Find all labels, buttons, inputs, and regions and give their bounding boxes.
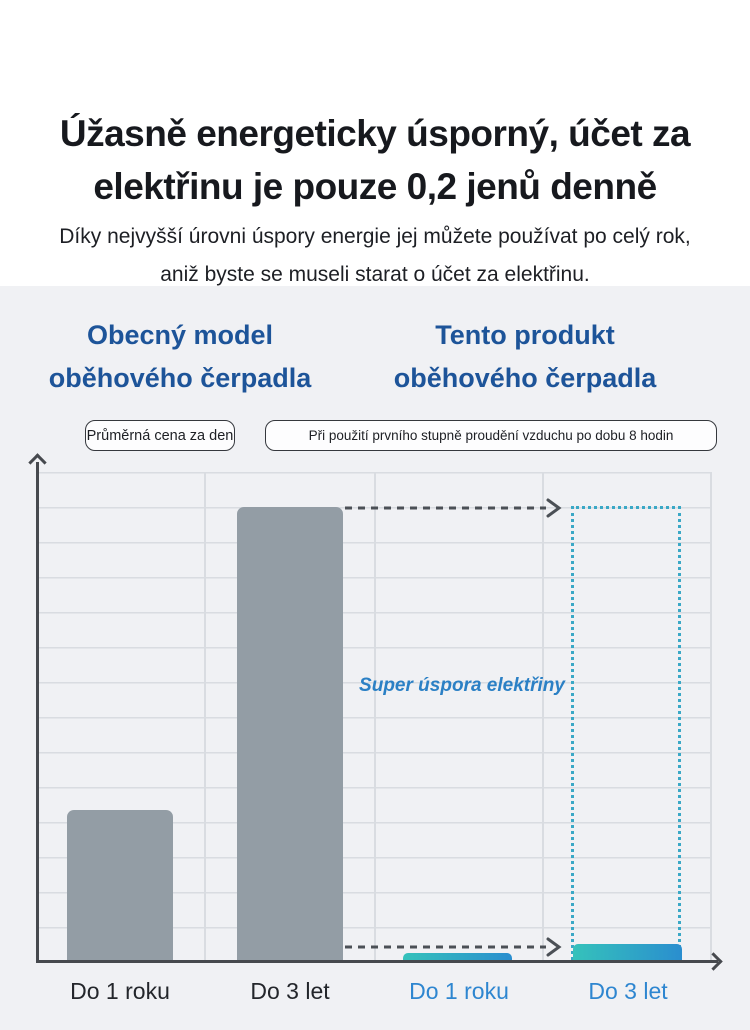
axis-arrow-up-icon [28, 453, 46, 471]
page-title [0, 107, 750, 213]
category-label: Do 1 roku [70, 978, 170, 1004]
chart-gridline-vertical [374, 472, 376, 962]
page-title-line1: Úžasně energeticky úsporný, účet za [59, 112, 691, 154]
hero-section [0, 0, 750, 286]
category-label: Do 3 let [588, 978, 668, 1004]
category-label: Do 1 roku [409, 978, 509, 1004]
left-heading-line1: Obecný model [86, 320, 274, 350]
y-axis [36, 462, 39, 962]
chart-gridline-vertical [204, 472, 206, 962]
dashed-arrow-right-icon [343, 936, 567, 958]
right-column-heading [355, 314, 695, 400]
axis-arrow-right-icon [704, 952, 722, 970]
bar-chart [37, 472, 712, 962]
right-heading-line2: oběhového čerpadla [393, 363, 657, 393]
left-column-heading [5, 314, 355, 400]
comparison-section [0, 286, 750, 1030]
bar-general-3-years [237, 507, 343, 962]
right-heading-line1: Tento produkt [435, 320, 615, 350]
category-label: Do 3 let [250, 978, 330, 1004]
dashed-arrow-right-icon [343, 497, 567, 519]
left-heading-line2: oběhového čerpadla [48, 363, 312, 393]
x-axis [36, 960, 718, 963]
page-title-line2: elektřinu je pouze 0,2 jenů denně [93, 165, 657, 207]
page-subtitle: Díky nejvyšší úrovni úspory energie jej můžete používat po celý rok, aniž byste se museli starat o účet za elektřinu. [59, 225, 691, 286]
highlight-dotted-box [571, 506, 681, 960]
chart-gridline-vertical [542, 472, 544, 962]
left-condition-badge: Průměrná cena za den [85, 420, 235, 451]
bar-general-1-year [67, 810, 173, 962]
chart-annotation: Super úspora elektřiny [359, 675, 565, 696]
right-condition-badge: Při použití prvního stupně proudění vzduchu po dobu 8 hodin [265, 420, 717, 451]
